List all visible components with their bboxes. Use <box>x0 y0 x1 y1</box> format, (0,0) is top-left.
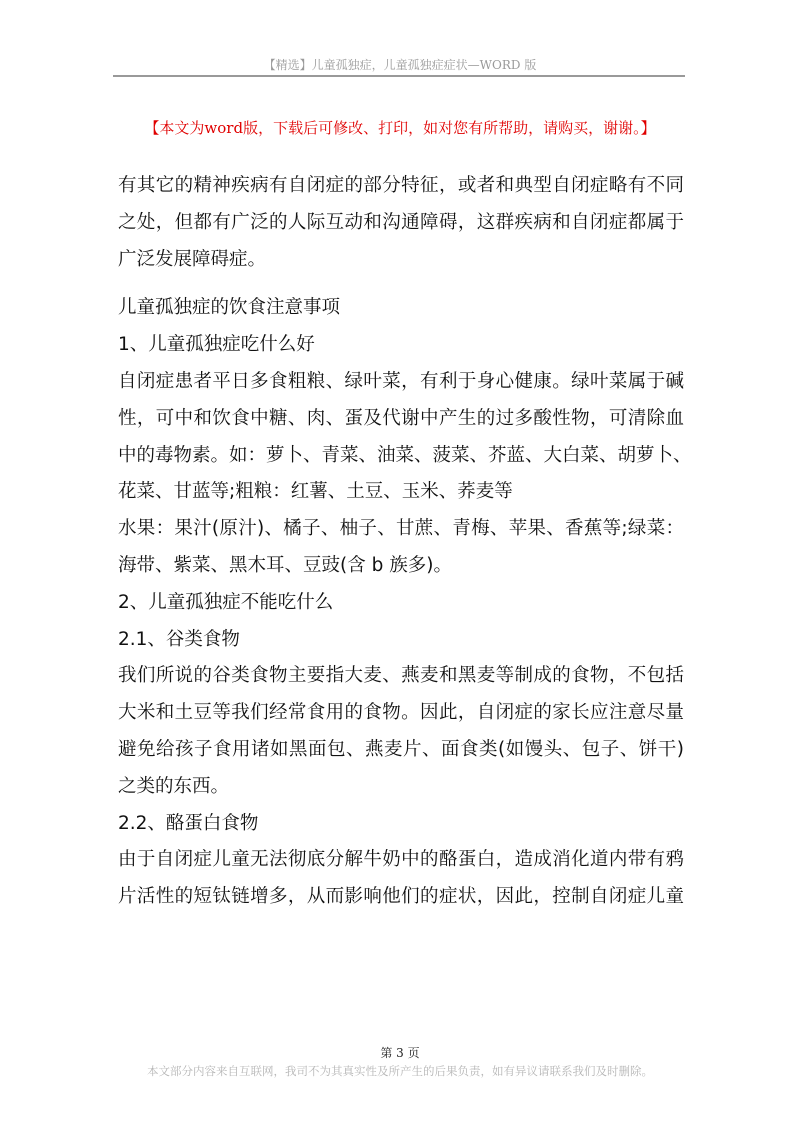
page-header: 【精选】儿童孤独症，儿童孤独症症状—WORD 版 <box>263 58 537 72</box>
text-line: 水果：果汁(原汁)、橘子、柚子、甘蔗、青梅、苹果、香蕉等;绿菜： <box>118 518 684 540</box>
download-notice: 【本文为word版，下载后可修改、打印，如对您有所帮助，请购买，谢谢。】 <box>144 119 656 137</box>
text-line: 大米和土豆等我们经常食用的食物。因此，自闭症的家长应注意尽量 <box>118 702 684 724</box>
text-line: 由于自闭症儿童无法彻底分解牛奶中的酪蛋白，造成消化道内带有鸦 <box>118 849 684 871</box>
text-line: 自闭症患者平日多食粗粮、绿叶菜，有利于身心健康。绿叶菜属于碱 <box>118 370 684 392</box>
subheading: 2、儿童孤独症不能吃什么 <box>118 591 334 613</box>
text-line: 有其它的精神疾病有自闭症的部分特征，或者和典型自闭症略有不同 <box>118 175 684 196</box>
text-line: 避免给孩子食用诸如黑面包、燕麦片、面食类(如馒头、包子、饼干) <box>118 738 684 760</box>
watermark: baogao8.com <box>370 540 647 587</box>
subheading: 2.2、酪蛋白食物 <box>118 812 259 834</box>
text-line: 中的毒物素。如：萝卜、青菜、油菜、菠菜、芥蓝、大白菜、胡萝卜、 <box>118 444 692 466</box>
text-line: 我们所说的谷类食物主要指大麦、燕麦和黑麦等制成的食物，不包括 <box>118 665 684 687</box>
header-divider <box>113 75 685 77</box>
document-body <box>118 168 692 916</box>
text-line: 之类的东西。 <box>118 775 230 797</box>
text-line: 海带、紫菜、黑木耳、豆豉(含 b 族多)。 <box>118 554 452 576</box>
page-number: 第 3 页 <box>380 1046 420 1060</box>
text-line: 片活性的短钛链增多，从而影响他们的症状，因此，控制自闭症儿童 <box>118 886 684 908</box>
page-footer: 本文部分内容来自互联网，我司不为其真实性及所产生的后果负责，如有异议请联系我们及时删除。 <box>147 1064 653 1078</box>
text-line: 广泛发展障碍症。 <box>118 248 267 270</box>
subheading: 1、儿童孤独症吃什么好 <box>118 334 315 356</box>
text-line: 花菜、甘蓝等;粗粮：红薯、土豆、玉米、荞麦等 <box>118 481 513 503</box>
subheading: 2.1、谷类食物 <box>118 628 240 650</box>
text-line: 性，可中和饮食中糖、肉、蛋及代谢中产生的过多酸性物，可清除血 <box>118 407 684 429</box>
section-heading: 儿童孤独症的饮食注意事项 <box>118 297 341 319</box>
text-line: 之处，但都有广泛的人际互动和沟通障碍，这群疾病和自闭症都属于 <box>118 211 684 233</box>
